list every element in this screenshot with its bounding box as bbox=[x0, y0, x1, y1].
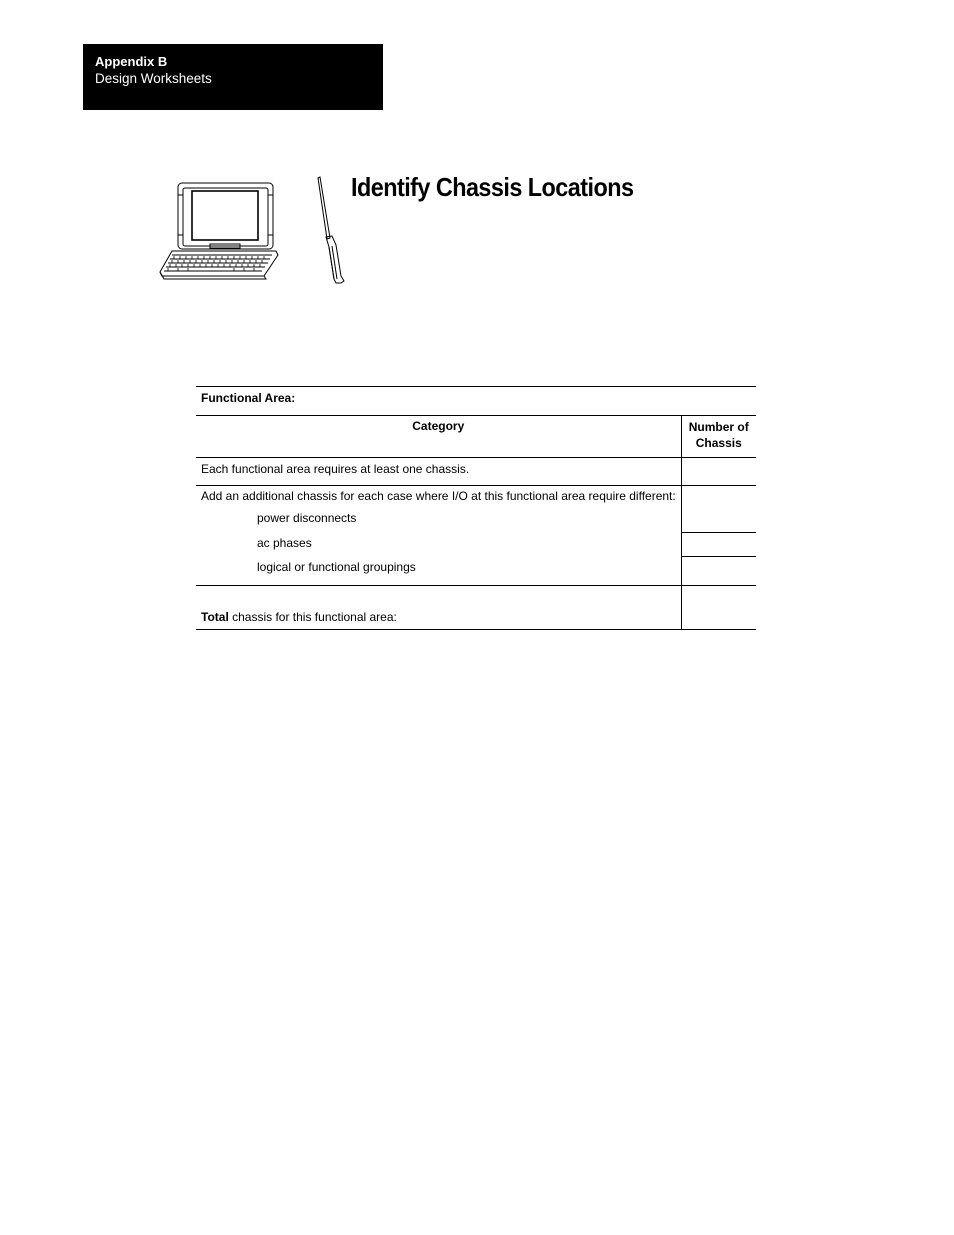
table-header-row bbox=[196, 416, 756, 458]
table-row bbox=[196, 458, 756, 486]
page-title: Identify Chassis Locations bbox=[351, 172, 634, 202]
functional-area-row bbox=[196, 387, 756, 416]
laptop-computer-icon bbox=[160, 183, 278, 279]
total-row bbox=[196, 586, 756, 630]
total-entry-cell[interactable] bbox=[681, 586, 756, 630]
list-item: logical or functional groupings bbox=[257, 560, 416, 574]
appendix-label: Appendix B bbox=[95, 54, 168, 69]
chassis-worksheet bbox=[196, 386, 756, 630]
number-header-line-2: Chassis bbox=[695, 436, 742, 450]
total-rest: chassis for this functional area: bbox=[228, 610, 397, 624]
list-item: power disconnects bbox=[257, 511, 357, 525]
number-header-line-1: Number of bbox=[688, 420, 749, 434]
total-label bbox=[196, 586, 681, 630]
chapter-header bbox=[83, 44, 383, 110]
number-of-chassis-column-header bbox=[681, 416, 756, 458]
list-item: ac phases bbox=[257, 536, 312, 550]
illustration bbox=[158, 175, 358, 290]
row-add-intro: Add an additional chassis for each case where I/O at this functional area require different: bbox=[201, 489, 676, 503]
screwdriver-icon bbox=[318, 177, 344, 283]
table-row bbox=[196, 486, 756, 586]
row-add-cell bbox=[196, 486, 681, 586]
entry-cell[interactable] bbox=[681, 458, 756, 486]
entry-cell-group bbox=[681, 486, 756, 586]
worksheet-table bbox=[196, 386, 756, 630]
functional-area-label: Functional Area: bbox=[196, 387, 756, 416]
entry-cell[interactable] bbox=[682, 533, 757, 557]
total-bold: Total bbox=[201, 610, 229, 624]
category-column-header: Category bbox=[196, 416, 681, 458]
entry-cell[interactable] bbox=[682, 486, 757, 533]
section-label: Design Worksheets bbox=[95, 71, 212, 86]
row-each-text: Each functional area requires at least one chassis. bbox=[196, 458, 681, 486]
